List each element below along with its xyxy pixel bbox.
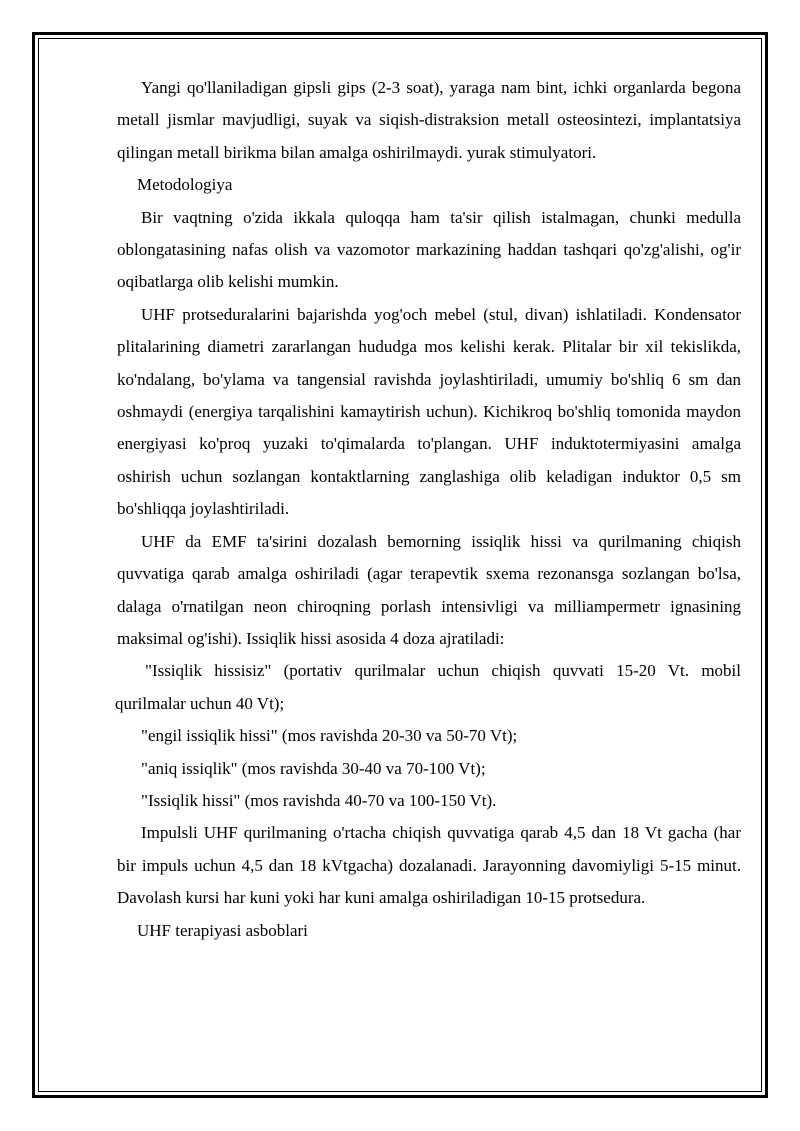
dose-item-3: "aniq issiqlik" (mos ravishda 30-40 va 70-100 Vt);	[141, 758, 486, 778]
document-body	[117, 72, 741, 947]
paragraph-procedure-setup: UHF protseduralarini bajarishda yog'och mebel (stul, divan) ishlatiladi. Kondensator plitalarining diametri zararlangan hududga mos kelishi kerak. Plitalar bir xil tekislikda, ko'ndalang, bo'ylama va tangensial ravishda joylashtiriladi, umumiy bo'shliq 6 sm dan oshmaydi (energiya tarqalishini kamaytirish uchun). Kichikroq bo'shliq tomonida maydon energiyasi ko'proq yuzaki to'qimalarda to'plangan. UHF induktotermiyasini amalga oshirish uchun sozlangan kontaktlarning zanglashiga olib keladigan induktor 0,5 sm bo'shliqqa joylashtiriladi.	[117, 304, 741, 519]
section-heading-equipment: UHF terapiyasi asboblari	[137, 920, 308, 940]
section-heading-methodology: Metodologiya	[137, 175, 233, 195]
dose-item-2: "engil issiqlik hissi" (mos ravishda 20-30 va 50-70 Vt);	[141, 726, 518, 746]
paragraph-pulsed-uhf: Impulsli UHF qurilmaning o'rtacha chiqish quvvatiga qarab 4,5 dan 18 Vt gacha (har bir impuls uchun 4,5 dan 18 kVtgacha) dozalanadi. Jarayonning davomiyligi 5-15 minut. Davolash kursi har kuni yoki har kuni amalga oshiriladigan 10-15 protsedura.	[117, 823, 741, 908]
paragraph-contraindications: Yangi qo'llaniladigan gipsli gips (2-3 soat), yaraga nam bint, ichki organlarda begona metall jismlar mavjudligi, suyak va siqish-distraksion metall osteosintezi, implantatsiya qilingan metall birikma bilan amalga oshirilmaydi. yurak stimulyatori.	[117, 78, 741, 162]
paragraph-dosage: UHF da EMF ta'sirini dozalash bemorning issiqlik hissi va qurilmaning chiqish quvvatiga qarab amalga oshiriladi (agar terapevtik sxema rezonansga sozlangan bo'lsa, dalaga o'rnatilgan neon chiroqning porlash intensivligi va milliampermetr ignasining maksimal og'ishi). Issiqlik hissi asosida 4 doza ajratiladi:	[117, 531, 741, 648]
dose-item-1: "Issiqlik hissisiz" (portativ qurilmalar uchun chiqish quvvati 15-20 Vt. mobil qurilmalar uchun 40 Vt);	[115, 661, 741, 713]
paragraph-ears-warning: Bir vaqtning o'zida ikkala quloqqa ham ta'sir qilish istalmagan, chunki medulla oblongatasining nafas olish va vazomotor markazining haddan tashqari qo'zg'alishi, og'ir oqibatlarga olib kelishi mumkin.	[117, 207, 741, 292]
dose-item-4: "Issiqlik hissi" (mos ravishda 40-70 va 100-150 Vt).	[141, 790, 497, 810]
